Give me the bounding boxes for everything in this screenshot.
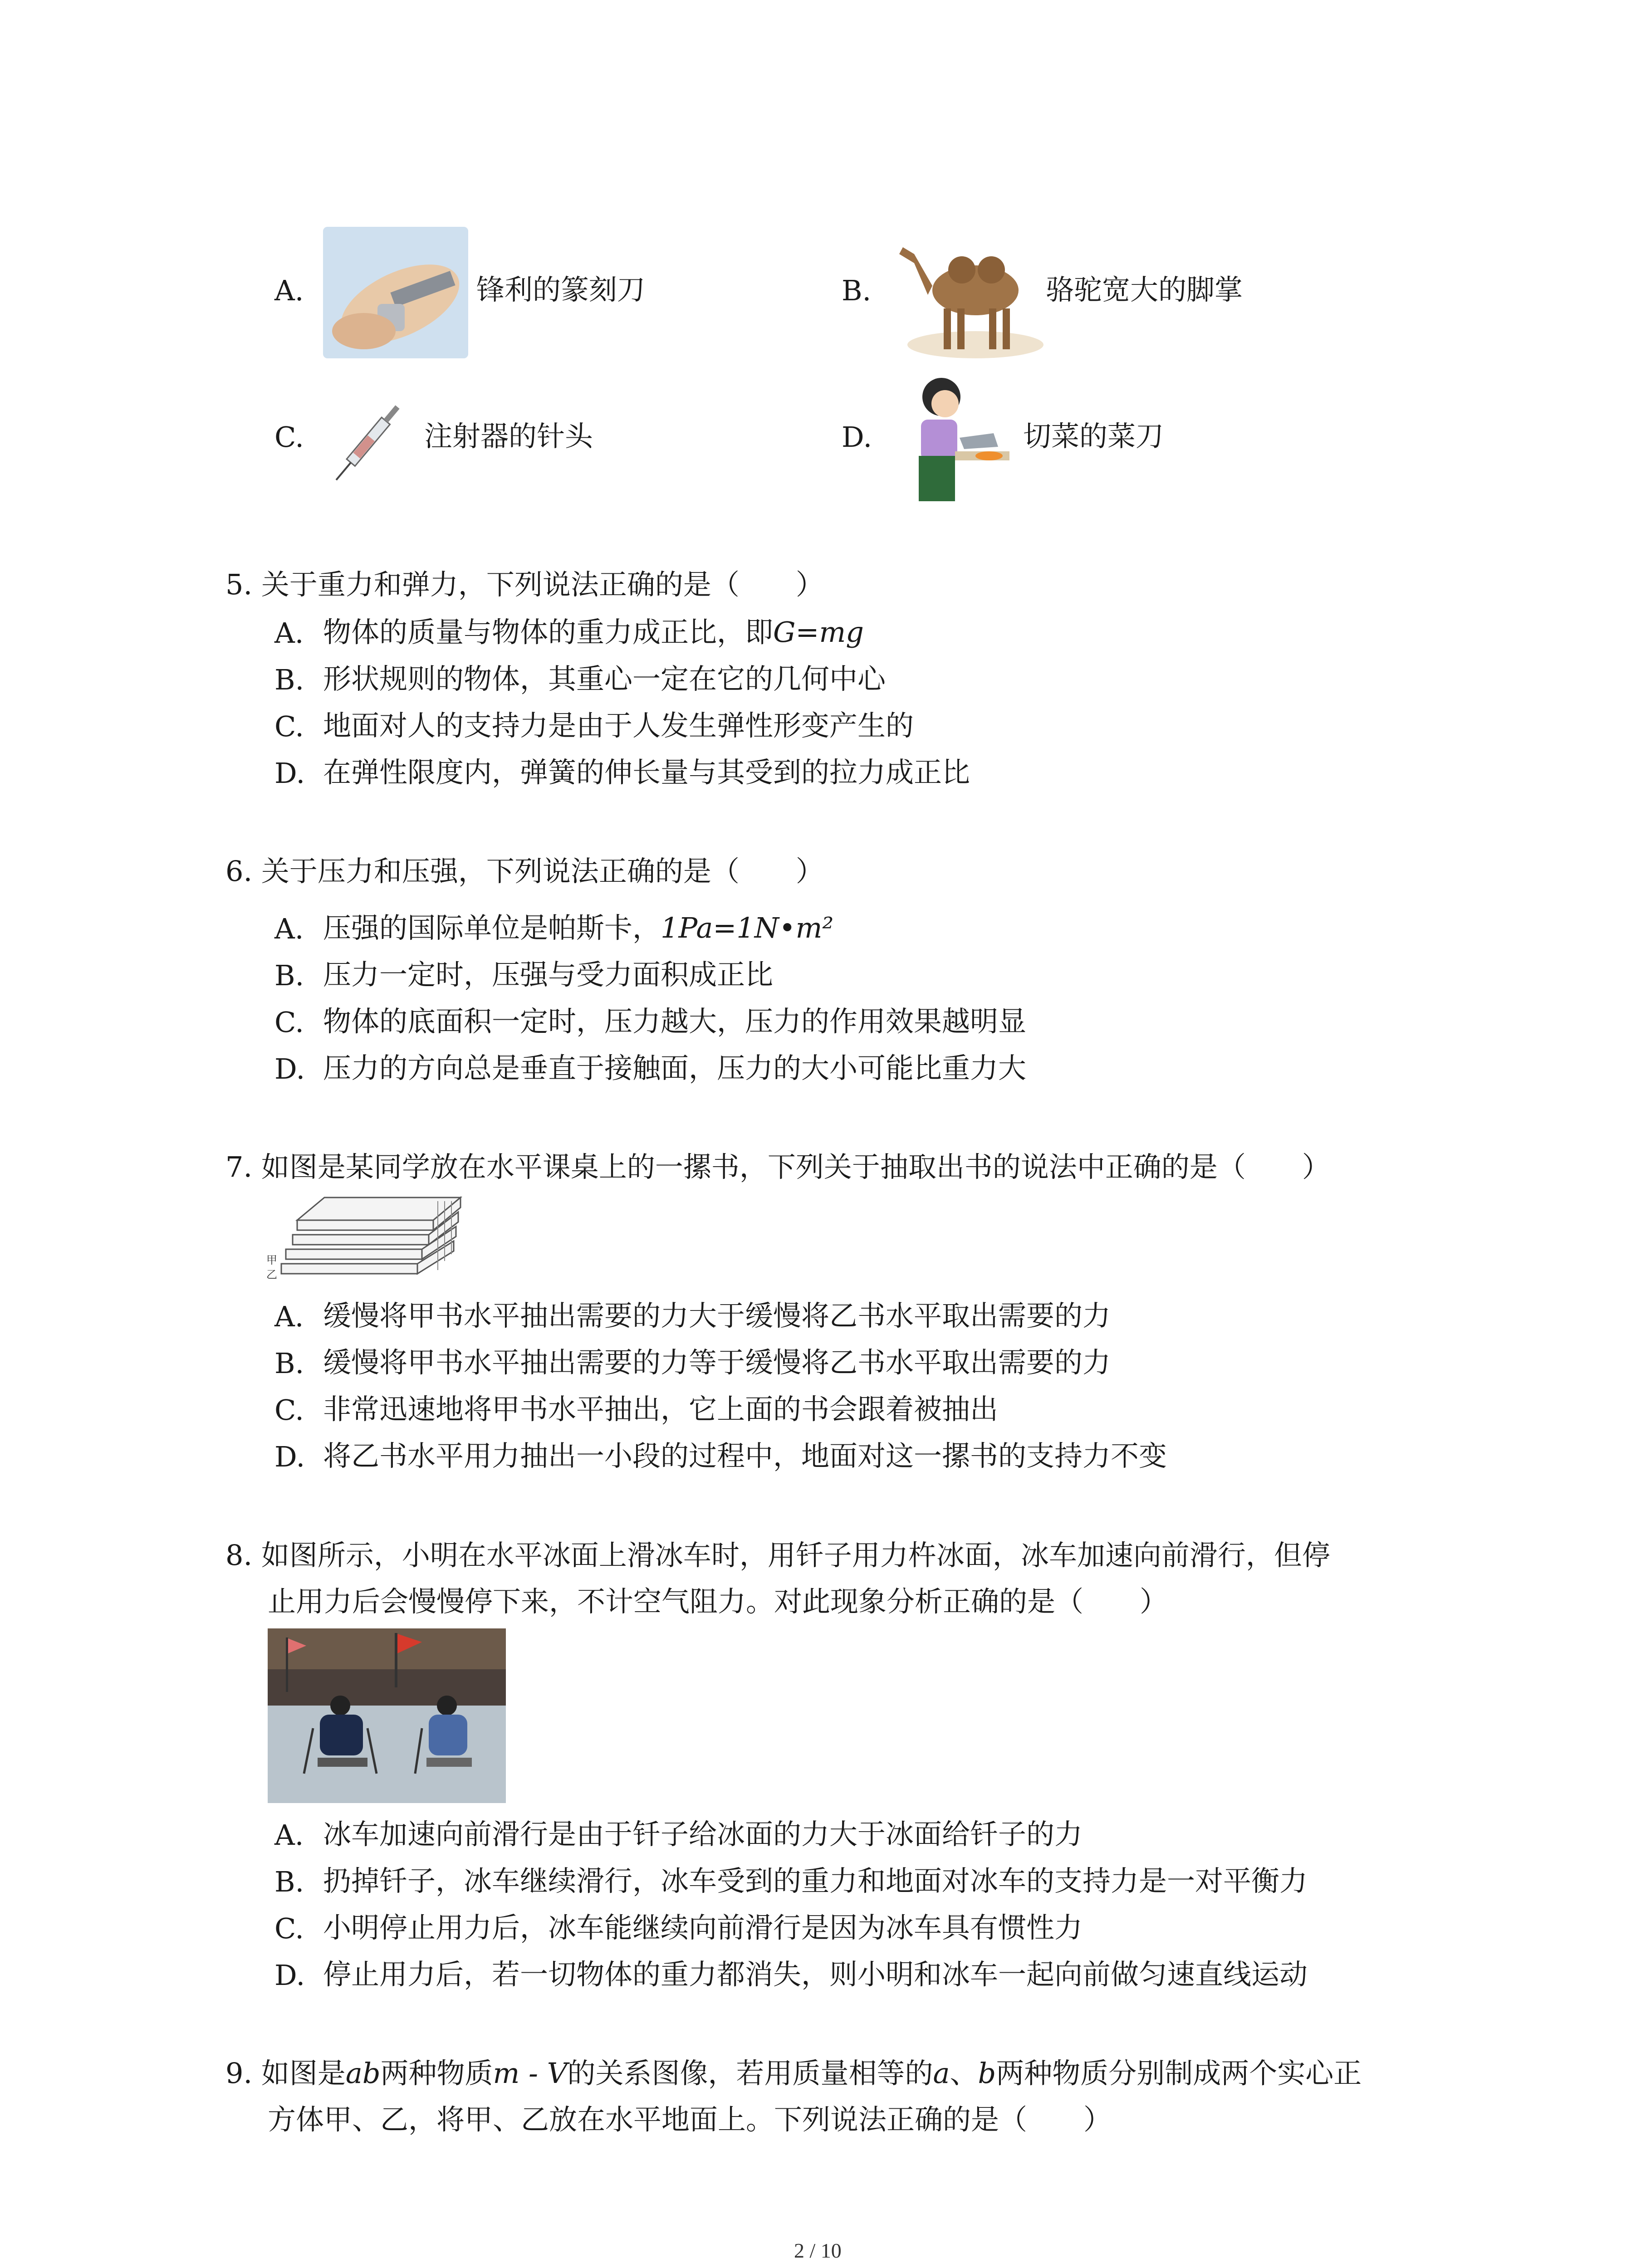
q5-option-d-letter: D. bbox=[274, 757, 305, 790]
q6-stem: 6. 关于压力和压强，下列说法正确的是（ ） bbox=[225, 855, 824, 888]
q6-option-c-text: 物体的底面积一定时，压力越大，压力的作用效果越明显 bbox=[323, 1005, 1027, 1038]
camel-image bbox=[889, 222, 1043, 367]
q6-option-a-letter: A. bbox=[274, 912, 304, 945]
q9-text-5: 两种物质分别制成两个实心正 bbox=[996, 2057, 1362, 2090]
q4-option-b-text: 骆驼宽大的脚掌 bbox=[1046, 273, 1243, 306]
q7-option-c-text: 非常迅速地将甲书水平抽出，它上面的书会跟着被抽出 bbox=[323, 1393, 999, 1426]
q4-option-d-letter: D. bbox=[842, 420, 872, 454]
q8-option-b-text: 扔掉钎子，冰车继续滑行，冰车受到的重力和地面对冰车的支持力是一对平衡力 bbox=[323, 1864, 1308, 1897]
q8-option-d-text: 停止用力后，若一切物体的重力都消失，则小明和冰车一起向前做匀速直线运动 bbox=[323, 1958, 1308, 1991]
q9-text-1: 9. 如图是 bbox=[225, 2057, 346, 2090]
q6-option-a-text: 压强的国际单位是帕斯卡， bbox=[323, 911, 661, 944]
q8-option-c-text: 小明停止用力后，冰车能继续向前滑行是因为冰车具有惯性力 bbox=[323, 1911, 1083, 1944]
q8-option-c-letter: C. bbox=[274, 1912, 304, 1945]
ice-sled-photo bbox=[268, 1628, 506, 1803]
q9-stem-line2: 方体甲、乙，将甲、乙放在水平地面上。下列说法正确的是（ ） bbox=[268, 2103, 1112, 2136]
q4-option-a-letter: A. bbox=[274, 274, 304, 307]
book-yi-label: 乙 bbox=[266, 1268, 277, 1281]
q9-math-b: b bbox=[978, 2057, 996, 2090]
q6-option-d-text: 压力的方向总是垂直于接触面，压力的大小可能比重力大 bbox=[323, 1051, 1027, 1085]
q9-math-ab: ab bbox=[345, 2057, 381, 2090]
q9-text-2: 两种物质 bbox=[380, 2057, 493, 2090]
q5-option-b-text: 形状规则的物体，其重心一定在它的几何中心 bbox=[323, 662, 886, 695]
q6-option-a bbox=[323, 911, 834, 944]
q5-option-a-formula: G=mg bbox=[773, 616, 864, 649]
q9-text-3: 的关系图像，若用质量相等的 bbox=[567, 2057, 933, 2090]
q4-option-b-letter: B. bbox=[842, 274, 872, 307]
q6-option-d-letter: D. bbox=[274, 1052, 305, 1085]
q7-option-b-text: 缓慢将甲书水平抽出需要的力等于缓慢将乙书水平取出需要的力 bbox=[323, 1346, 1111, 1379]
q7-stem: 7. 如图是某同学放在水平课桌上的一摞书，下列关于抽取出书的说法中正确的是（ ） bbox=[225, 1150, 1330, 1183]
q8-stem-line2: 止用力后会慢慢停下来，不计空气阻力。对此现象分析正确的是（ ） bbox=[268, 1585, 1168, 1618]
q6-option-b-letter: B. bbox=[274, 959, 304, 992]
q6-option-c-letter: C. bbox=[274, 1006, 304, 1039]
q5-option-a bbox=[323, 616, 864, 649]
book-stack-figure bbox=[265, 1193, 465, 1284]
q8-stem-line1: 8. 如图所示，小明在水平冰面上滑冰车时，用钎子用力杵冰面，冰车加速向前滑行，但停 bbox=[225, 1539, 1330, 1572]
q4-option-c-text: 注射器的针头 bbox=[424, 420, 593, 453]
q9-math-a: a bbox=[933, 2057, 950, 2090]
book-jia-label: 甲 bbox=[266, 1254, 277, 1266]
cutting-vegetables-image bbox=[892, 370, 1014, 506]
q5-option-b-letter: B. bbox=[274, 663, 304, 696]
q7-option-d-text: 将乙书水平用力抽出一小段的过程中，地面对这一摞书的支持力不变 bbox=[323, 1439, 1167, 1472]
page-number: 2 / 10 bbox=[794, 2239, 842, 2262]
q5-option-d-text: 在弹性限度内，弹簧的伸长量与其受到的拉力成正比 bbox=[323, 756, 970, 789]
q5-option-a-letter: A. bbox=[274, 616, 304, 650]
q7-option-d-letter: D. bbox=[274, 1440, 305, 1473]
q7-option-a-text: 缓慢将甲书水平抽出需要的力大于缓慢将乙书水平取出需要的力 bbox=[323, 1299, 1111, 1332]
q4-option-a-text: 锋利的篆刻刀 bbox=[476, 273, 646, 306]
q8-option-d-letter: D. bbox=[274, 1959, 305, 1992]
q5-stem: 5. 关于重力和弹力，下列说法正确的是（ ） bbox=[225, 568, 824, 601]
q4-option-d-text: 切菜的菜刀 bbox=[1023, 420, 1164, 453]
q6-option-b-text: 压力一定时，压强与受力面积成正比 bbox=[323, 958, 774, 991]
q9-stem-line1 bbox=[225, 2057, 1362, 2090]
q5-option-a-text: 物体的质量与物体的重力成正比，即 bbox=[323, 616, 774, 649]
q9-math-mv: m - V bbox=[493, 2057, 568, 2090]
q7-option-c-letter: C. bbox=[274, 1393, 304, 1427]
q8-option-b-letter: B. bbox=[274, 1865, 304, 1898]
engraving-knife-image bbox=[323, 227, 468, 358]
q7-option-b-letter: B. bbox=[274, 1347, 304, 1380]
q5-option-c-letter: C. bbox=[274, 710, 304, 743]
q5-option-c-text: 地面对人的支持力是由于人发生弹性形变产生的 bbox=[323, 709, 914, 742]
q6-option-a-formula: 1Pa=1N•m² bbox=[661, 911, 834, 944]
q8-option-a-text: 冰车加速向前滑行是由于钎子给冰面的力大于冰面给钎子的力 bbox=[323, 1818, 1083, 1851]
q4-option-c-letter: C. bbox=[274, 420, 304, 454]
q7-option-a-letter: A. bbox=[274, 1300, 304, 1333]
q9-text-4: 、 bbox=[950, 2057, 978, 2090]
syringe-image bbox=[322, 390, 417, 490]
q8-option-a-letter: A. bbox=[274, 1818, 304, 1852]
